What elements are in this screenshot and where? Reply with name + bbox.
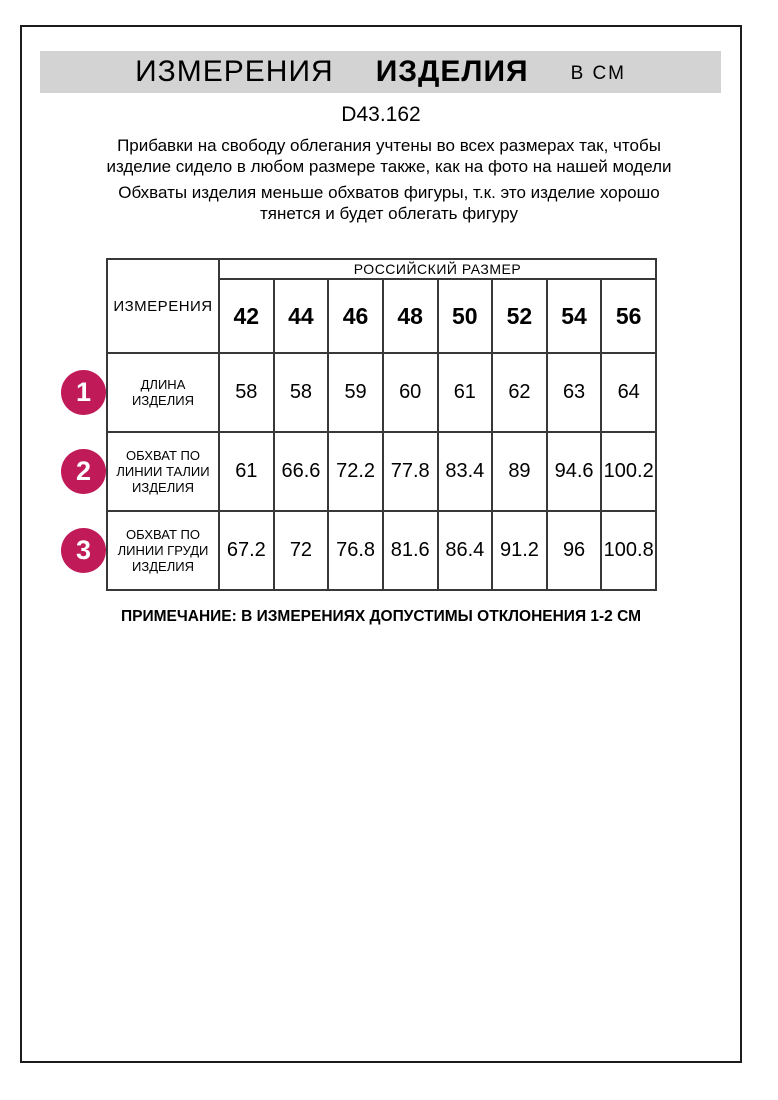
row-label-waist: ОБХВАТ ПО ЛИНИИ ТАЛИИ ИЗДЕЛИЯ [107,432,219,511]
chest-value-50: 86.4 [438,511,493,590]
size-header-44: 44 [274,279,329,353]
title-unit-cm: В СМ [570,62,626,84]
title-word-measurements: ИЗМЕРЕНИЯ [135,55,334,88]
intro-text [89,135,689,229]
waist-value-42: 61 [219,432,274,511]
chest-value-42: 67.2 [219,511,274,590]
waist-value-52: 89 [492,432,547,511]
table-row-chest [107,511,656,590]
size-header-48: 48 [383,279,438,353]
waist-value-54: 94.6 [547,432,602,511]
length-value-56: 64 [601,353,656,432]
table-row-length [107,353,656,432]
length-value-54: 63 [547,353,602,432]
model-code: D43.162 [341,103,421,126]
length-value-52: 62 [492,353,547,432]
intro-paragraph-1: Прибавки на свободу облегания учтены во всех размерах так, чтобы изделие сидело в любом размере также, как на фото на нашей модели [106,136,672,176]
length-value-46: 59 [328,353,383,432]
table-row-waist [107,432,656,511]
chest-value-46: 76.8 [328,511,383,590]
length-value-44: 58 [274,353,329,432]
length-value-50: 61 [438,353,493,432]
chest-value-44: 72 [274,511,329,590]
chest-value-52: 91.2 [492,511,547,590]
waist-value-44: 66.6 [274,432,329,511]
size-header-54: 54 [547,279,602,353]
row-number-badge-2: 2 [61,449,106,494]
waist-value-56: 100.2 [601,432,656,511]
size-header-42: 42 [219,279,274,353]
row-label-chest: ОБХВАТ ПО ЛИНИИ ГРУДИ ИЗДЕЛИЯ [107,511,219,590]
waist-value-46: 72.2 [328,432,383,511]
title-word-product: ИЗДЕЛИЯ [375,55,529,88]
intro-paragraph-2: Обхваты изделия меньше обхватов фигуры, т.к. это изделие хорошо тянется и будет облегать фигуру [118,183,660,223]
title-bar [40,51,721,93]
size-header-46: 46 [328,279,383,353]
length-value-48: 60 [383,353,438,432]
size-header-56: 56 [601,279,656,353]
row-number-badge-1: 1 [61,370,106,415]
size-group-row [107,259,656,279]
measurements-column-header: ИЗМЕРЕНИЯ [107,259,219,353]
russian-size-group-header: РОССИЙСКИЙ РАЗМЕР [219,259,656,279]
chest-value-54: 96 [547,511,602,590]
size-header-52: 52 [492,279,547,353]
chest-value-48: 81.6 [383,511,438,590]
waist-value-50: 83.4 [438,432,493,511]
size-table [106,258,657,591]
waist-value-48: 77.8 [383,432,438,511]
tolerance-note: ПРИМЕЧАНИЕ: В ИЗМЕРЕНИЯХ ДОПУСТИМЫ ОТКЛОНЕНИЯ 1-2 СМ [120,608,642,625]
length-value-42: 58 [219,353,274,432]
row-number-badge-3: 3 [61,528,106,573]
chest-value-56: 100.8 [601,511,656,590]
size-header-50: 50 [438,279,493,353]
row-label-length: ДЛИНА ИЗДЕЛИЯ [107,353,219,432]
